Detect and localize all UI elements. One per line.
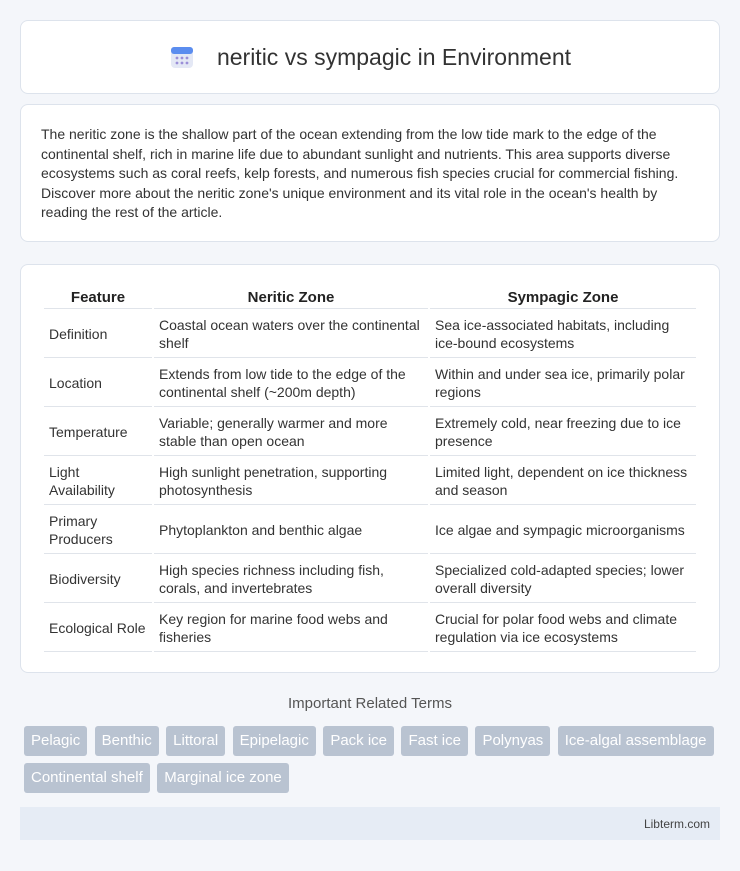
term-tag[interactable]: Continental shelf [24, 763, 150, 793]
row-feature: Light Availability [44, 458, 152, 505]
table-row [44, 556, 696, 603]
calendar-icon [169, 44, 195, 70]
row-neritic: Key region for marine food webs and fisheries [154, 605, 428, 652]
row-feature: Definition [44, 311, 152, 358]
term-tag[interactable]: Epipelagic [233, 726, 316, 756]
related-terms-list [24, 726, 724, 800]
header-feature: Feature [44, 287, 152, 309]
row-neritic: Coastal ocean waters over the continental shelf [154, 311, 428, 358]
row-neritic: High sunlight penetration, supporting photosynthesis [154, 458, 428, 505]
table-row [44, 311, 696, 358]
term-tag[interactable]: Pack ice [323, 726, 394, 756]
term-tag[interactable]: Pelagic [24, 726, 87, 756]
footer-site-link[interactable]: Libterm.com [643, 816, 710, 831]
row-neritic: Variable; generally warmer and more stable than open ocean [154, 409, 428, 456]
table-row [44, 360, 696, 407]
term-tag[interactable]: Littoral [166, 726, 225, 756]
intro-paragraph: The neritic zone is the shallow part of the ocean extending from the low tide mark to the edge of the continental shelf, rich in marine life due to abundant sunlight and nutrients. This area supports diverse ecosystems such as coral reefs, kelp forests, and numerous fish species crucial for commercial fishing. Discover more about the neritic zone's unique environment and its vital role in the ocean's health by reading the rest of the article. [41, 126, 679, 220]
row-neritic: Phytoplankton and benthic algae [154, 507, 428, 554]
row-sympagic: Sea ice-associated habitats, including ice-bound ecosystems [430, 311, 696, 358]
row-sympagic: Crucial for polar food webs and climate regulation via ice ecosystems [430, 605, 696, 652]
table-row [44, 605, 696, 652]
row-sympagic: Specialized cold-adapted species; lower overall diversity [430, 556, 696, 603]
header-card [20, 20, 720, 94]
comparison-table-card [20, 264, 720, 673]
term-tag[interactable]: Polynyas [475, 726, 550, 756]
row-feature: Primary Producers [44, 507, 152, 554]
row-neritic: Extends from low tide to the edge of the continental shelf (~200m depth) [154, 360, 428, 407]
row-sympagic: Limited light, dependent on ice thickness and season [430, 458, 696, 505]
footer [20, 807, 720, 840]
row-feature: Temperature [44, 409, 152, 456]
term-tag[interactable]: Ice-algal assemblage [558, 726, 714, 756]
term-tag[interactable]: Fast ice [401, 726, 468, 756]
row-sympagic: Ice algae and sympagic microorganisms [430, 507, 696, 554]
table-row [44, 409, 696, 456]
row-sympagic: Extremely cold, near freezing due to ice presence [430, 409, 696, 456]
intro-card [20, 104, 720, 242]
header-sympagic: Sympagic Zone [430, 287, 696, 309]
row-sympagic: Within and under sea ice, primarily polar regions [430, 360, 696, 407]
page-title: neritic vs sympagic in Environment [216, 43, 572, 70]
related-terms-title: Important Related Terms [288, 695, 452, 712]
row-feature: Biodiversity [44, 556, 152, 603]
comparison-table [42, 285, 698, 654]
term-tag[interactable]: Benthic [95, 726, 159, 756]
header-neritic: Neritic Zone [154, 287, 428, 309]
term-tag[interactable]: Marginal ice zone [157, 763, 289, 793]
row-feature: Location [44, 360, 152, 407]
table-header-row [44, 287, 696, 309]
table-row [44, 458, 696, 505]
table-row [44, 507, 696, 554]
row-feature: Ecological Role [44, 605, 152, 652]
row-neritic: High species richness including fish, corals, and invertebrates [154, 556, 428, 603]
